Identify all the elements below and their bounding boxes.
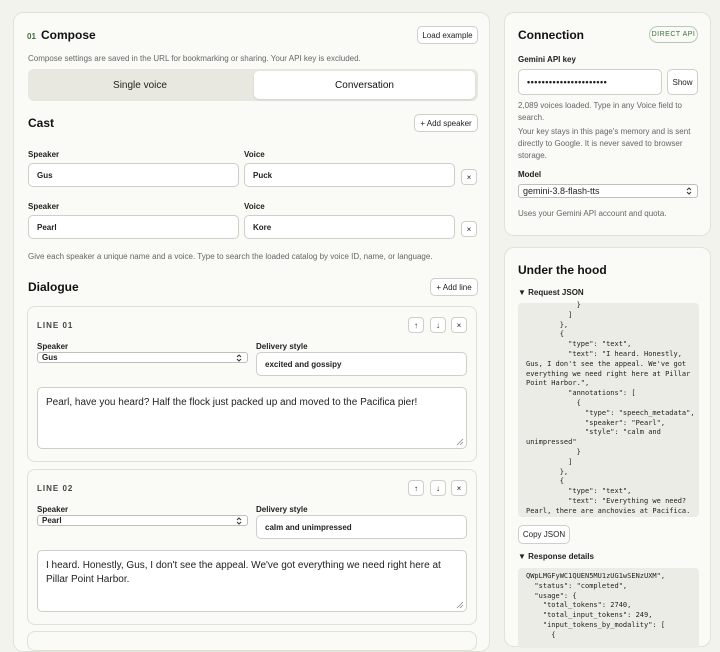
step-number: 01 — [27, 32, 36, 41]
model-select[interactable] — [518, 184, 698, 198]
add-speaker-button[interactable]: + Add speaker — [414, 114, 478, 132]
style-label: Delivery style — [256, 342, 308, 351]
resize-grip-icon[interactable] — [456, 438, 464, 446]
move-up-button[interactable]: ↑ — [408, 317, 424, 333]
tab-conversation[interactable]: Conversation — [254, 71, 475, 99]
load-example-button[interactable]: Load example — [417, 26, 478, 44]
cast-voice-input[interactable]: Kore — [244, 215, 455, 239]
move-up-button[interactable]: ↑ — [408, 480, 424, 496]
compose-title: Compose — [41, 28, 96, 42]
dialogue-line — [27, 306, 477, 462]
line-text-area[interactable] — [37, 550, 467, 612]
dialogue-title: Dialogue — [28, 280, 79, 294]
speaker-label: Speaker — [37, 342, 69, 351]
remove-line-button[interactable]: × — [451, 317, 467, 333]
mode-tabs — [28, 69, 478, 101]
remove-speaker-button[interactable]: × — [461, 169, 477, 185]
line-text-area[interactable] — [37, 387, 467, 449]
chevron-updown-icon — [685, 187, 693, 195]
line-text: I heard. Honestly, Gus, I don't see the appeal. We've got everything we need right here at Pillar Point Harbor. — [46, 560, 441, 585]
model-value: gemini-3.8-flash-tts — [523, 186, 600, 196]
response-json-code: QWpLMGFyWC1QUEN5MU1zUG1wSENzUXM", "status": "completed", "usage": { "total_tokens": 2740, "total_input_tokens": 249, "input_tokens_by_modality": [ { — [526, 572, 666, 639]
remove-line-button[interactable]: × — [451, 480, 467, 496]
cast-hint: Give each speaker a unique name and a voice. Type to search the loaded catalog by voice ID, name, or language. — [28, 252, 433, 261]
request-json-code: } ] }, { "type": "text", "text": "I heard. Honestly, Gus, I don't see the appeal. We've got everything we need right here at Pillar Point Harbor.", "annotations": [ { "type": "speech_metadata", "speaker": "Pearl", "style": "calm and unimpressed" } ] }, { "type": "text", "text": "Everything we need? Pearl, there are anchovies at Pacifica. — [526, 301, 695, 515]
cast-voice-input[interactable]: Puck — [244, 163, 455, 187]
cast-speaker-input[interactable]: Gus — [28, 163, 239, 187]
line-speaker-select[interactable] — [37, 515, 248, 526]
line-text: Pearl, have you heard? Half the flock just packed up and moved to the Pacifica pier! — [46, 397, 418, 408]
chevron-updown-icon — [235, 517, 243, 525]
chevron-updown-icon — [235, 354, 243, 362]
hood-title: Under the hood — [518, 263, 607, 277]
model-label: Model — [518, 170, 542, 179]
copy-json-button[interactable]: Copy JSON — [518, 525, 570, 544]
speaker-label: Speaker — [28, 150, 60, 159]
show-key-button[interactable]: Show — [667, 69, 698, 95]
request-json-block — [518, 303, 699, 517]
cast-title: Cast — [28, 116, 55, 130]
connection-title: Connection — [518, 28, 584, 42]
line-title: LINE 01 — [37, 321, 74, 330]
compose-note: Compose settings are saved in the URL for bookmarking or sharing. Your API key is excluded. — [28, 54, 361, 63]
dialogue-line — [27, 469, 477, 625]
request-json-toggle[interactable]: ▼ Request JSON — [518, 288, 584, 297]
direct-api-badge: DIRECT API — [649, 26, 698, 43]
style-label: Delivery style — [256, 505, 308, 514]
line-speaker-value: Pearl — [42, 516, 62, 525]
dialogue-line — [27, 631, 477, 651]
cast-speaker-input[interactable]: Pearl — [28, 215, 239, 239]
line-speaker-value: Gus — [42, 353, 58, 362]
add-line-button[interactable]: + Add line — [430, 278, 478, 296]
under-the-hood-panel — [504, 247, 711, 647]
api-key-label: Gemini API key — [518, 55, 576, 64]
voice-label: Voice — [244, 202, 265, 211]
remove-speaker-button[interactable]: × — [461, 221, 477, 237]
connection-panel — [504, 12, 711, 236]
voices-note: 2,089 voices loaded. Type in any Voice field to search. — [518, 101, 682, 122]
line-speaker-select[interactable] — [37, 352, 248, 363]
api-key-input[interactable]: •••••••••••••••••••••• — [518, 69, 662, 95]
speaker-label: Speaker — [37, 505, 69, 514]
resize-grip-icon[interactable] — [456, 601, 464, 609]
delivery-style-input[interactable]: calm and unimpressed — [256, 515, 467, 539]
response-details-toggle[interactable]: ▼ Response details — [518, 552, 594, 561]
memory-note: Your key stays in this page's memory and is sent directly to Google. It is never saved to browser storage. — [518, 127, 691, 160]
tab-single-voice[interactable]: Single voice — [113, 79, 167, 91]
response-json-block — [518, 568, 699, 648]
delivery-style-input[interactable]: excited and gossipy — [256, 352, 467, 376]
line-title: LINE 02 — [37, 484, 74, 493]
speaker-label: Speaker — [28, 202, 60, 211]
voice-label: Voice — [244, 150, 265, 159]
model-note: Uses your Gemini API account and quota. — [518, 209, 667, 218]
move-down-button[interactable]: ↓ — [430, 480, 446, 496]
move-down-button[interactable]: ↓ — [430, 317, 446, 333]
